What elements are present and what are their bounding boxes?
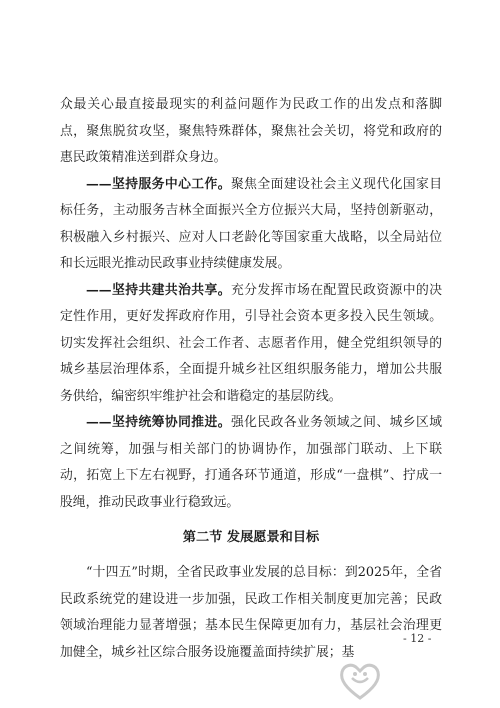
principle-text: 充分发挥市场在配置民政资源中的决定性作用，更好发挥政府作用，引导社会资本更多投入民生领域。切实发挥社会组织、社会工作者、志愿者作用，健全党组织领导的城乡基层治理体系，全面提升城乡社区组织服务能力，增加公共服务供给，编密织牢维护社会和谐稳定的基层防线。 [60,282,443,404]
paragraph-principle-cogovernance [60,278,442,411]
principle-heading: ——坚持统筹协同推进。 [86,415,231,430]
document-body [60,92,442,666]
paragraph-principle-coordination [60,410,442,516]
paragraph-principle-service [60,172,442,278]
section-title: 第二节 发展愿景和目标 [182,530,320,545]
principle-heading: ——坚持共建共治共享。 [86,282,231,298]
paragraph-intro: 众最关心最直接最现实的利益问题作为民政工作的出发点和落脚点，聚焦脱贫攻坚，聚焦特殊群体，聚焦社会关切，将党和政府的惠民政策精准送到群众身边。 [60,97,442,165]
heart-logo-icon [338,660,488,704]
principle-heading: ——坚持服务中心工作。 [86,176,231,192]
principle-text: 聚焦全面建设社会主义现代化国家目标任务，主动服务吉林全面振兴全方位振兴大局，坚持创新驱动，积极融入乡村振兴、应对人口老龄化等国家重大战略，以全局站位和长远眼光推动民政事业持续健康发展。 [60,176,443,271]
principle-text: 强化民政各业务领域之间、城乡区域之间统筹，加强与相关部门的协调协作，加强部门联动、上下联动，拓宽上下左右视野，打通各环节通道，形成“一盘棋”、拧成一股绳，推动民政事业行稳致远。 [60,415,443,510]
watermark-logo [338,660,488,704]
page-number: - 12 - [403,632,432,645]
paragraph-goal: “十四五”时期，全省民政事业发展的总目标：到2025年，全省民政系统党的建设进一步加强，民政工作相关制度更加完善；民政领域治理能力显著增强；基本民生保障更加有力，基层社会治理更加健全，城乡社区综合服务设施覆盖面持续扩展；基 [60,565,442,660]
